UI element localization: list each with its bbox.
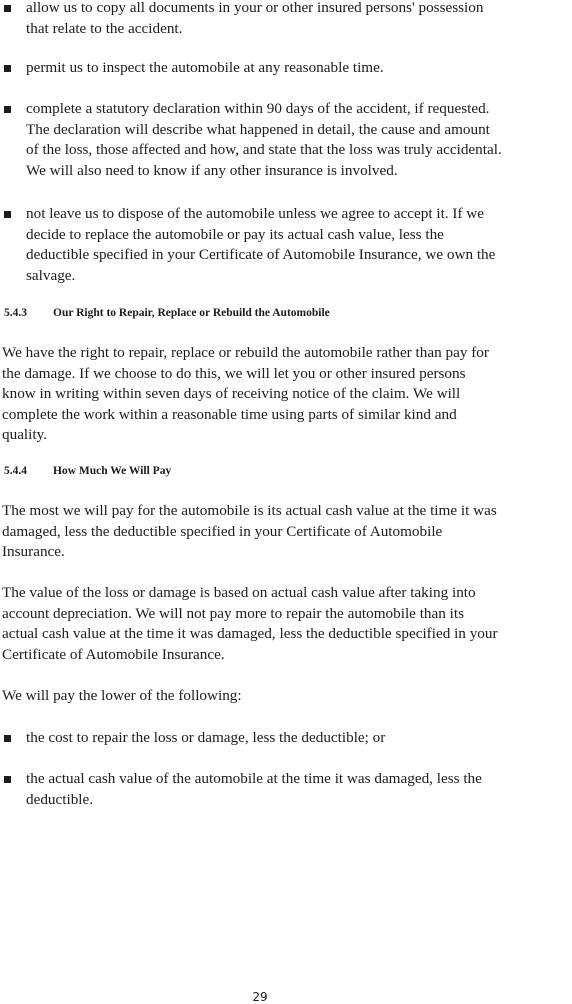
section-heading-5-4-4 xyxy=(4,465,171,477)
text-line: of the loss, those affected and how, and state that the loss was truly accidental. xyxy=(26,141,502,159)
text-line: deductible. xyxy=(26,790,94,808)
bullet-text xyxy=(26,0,570,39)
text-line: the actual cash value of the automobile at the time it was damaged, less the xyxy=(26,770,482,787)
page-number: 29 xyxy=(252,990,268,1004)
text-line: salvage. xyxy=(26,266,76,284)
text-line: We will pay the lower of the following: xyxy=(2,687,242,704)
bullet-marker xyxy=(4,735,11,742)
paragraph-value-of-loss xyxy=(2,583,570,665)
bullet-marker xyxy=(4,211,11,218)
text-line: quality. xyxy=(2,426,47,444)
text-line: The declaration will describe what happened in detail, the cause and amount xyxy=(26,120,490,138)
paragraph-lower-of-following xyxy=(2,686,570,707)
text-line: not leave us to dispose of the automobile unless we agree to accept it. If we xyxy=(26,205,485,222)
text-line: complete a statutory declaration within 90 days of the accident, if requested. xyxy=(26,100,490,117)
bullet-marker xyxy=(4,776,11,783)
text-line: the cost to repair the loss or damage, less the deductible; or xyxy=(26,729,386,746)
bullet-marker xyxy=(4,106,11,113)
bullet-text xyxy=(26,769,570,810)
text-line: Insurance. xyxy=(2,543,65,561)
text-line: We will also need to know if any other insurance is involved. xyxy=(26,161,398,179)
text-line: actual cash value at the time it was damaged, less the deductible specified in your xyxy=(2,625,498,643)
section-heading-5-4-3 xyxy=(4,307,330,319)
text-line: damaged, less the deductible specified in your Certificate of Automobile xyxy=(2,522,443,540)
bullet-marker xyxy=(4,5,11,12)
text-line: the damage. If we choose to do this, we will let you or other insured persons xyxy=(2,364,466,382)
text-line: We have the right to repair, replace or rebuild the automobile rather than pay for xyxy=(2,344,489,361)
text-line: allow us to copy all documents in your or other insured persons' possession xyxy=(26,0,484,16)
text-line: Certificate of Automobile Insurance. xyxy=(2,645,225,663)
paragraph-right-to-repair xyxy=(2,343,570,446)
text-line: The most we will pay for the automobile is its actual cash value at the time it was xyxy=(2,502,497,519)
text-line: permit us to inspect the automobile at any reasonable time. xyxy=(26,59,384,76)
section-number: 5.4.4 xyxy=(4,465,27,477)
paragraph-most-we-will-pay xyxy=(2,501,570,563)
section-title: Our Right to Repair, Replace or Rebuild the Automobile xyxy=(53,307,330,319)
text-line: deductible specified in your Certificate of Automobile Insurance, we own the xyxy=(26,246,496,264)
bullet-text xyxy=(26,728,570,749)
bullet-text xyxy=(26,204,570,286)
bullet-marker xyxy=(4,65,11,72)
text-line: account depreciation. We will not pay more to repair the automobile than its xyxy=(2,604,464,622)
text-line: The value of the loss or damage is based on actual cash value after taking into xyxy=(2,584,476,601)
bullet-text xyxy=(26,99,570,181)
text-line: decide to replace the automobile or pay its actual cash value, less the xyxy=(26,225,444,243)
bullet-text xyxy=(26,58,570,79)
text-line: complete the work within a reasonable time using parts of similar kind and xyxy=(2,405,457,423)
text-line: that relate to the accident. xyxy=(26,19,183,37)
text-line: know in writing within seven days of receiving notice of the claim. We will xyxy=(2,385,461,403)
section-title: How Much We Will Pay xyxy=(53,465,172,477)
section-number: 5.4.3 xyxy=(4,307,27,319)
